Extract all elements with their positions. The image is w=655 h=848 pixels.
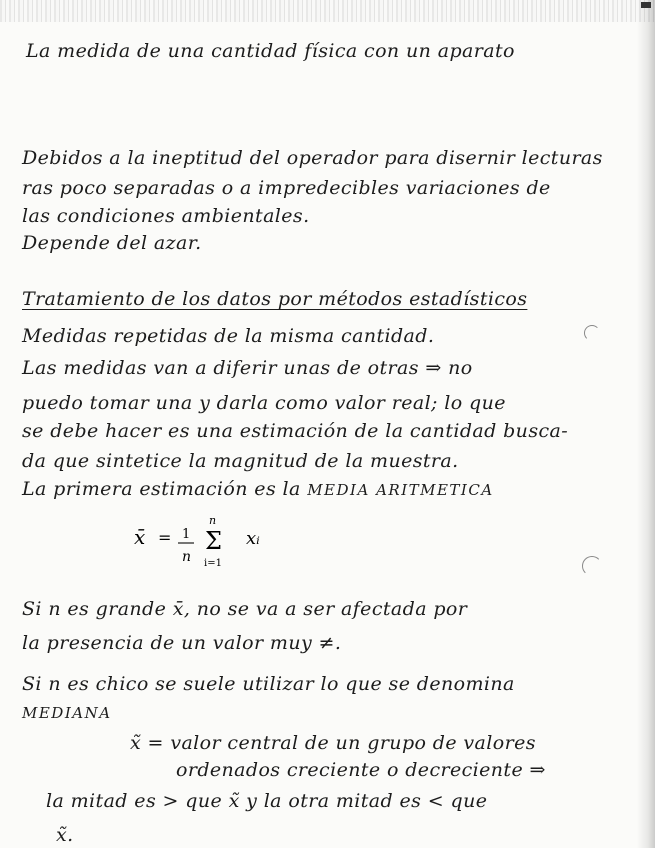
- section-heading: Tratamiento de los datos por métodos estadísticos: [22, 288, 528, 310]
- line-12-text: La primera estimación es la: [22, 478, 301, 500]
- scan-edge-right: [637, 0, 655, 848]
- formula-upper: n: [209, 514, 217, 527]
- formula-lower: i=1: [204, 558, 222, 569]
- margin-mark: [582, 556, 602, 576]
- mean-formula-svg: [130, 512, 280, 572]
- line-15: Si n es chico se suele utilizar lo que se denomina: [22, 673, 515, 695]
- formula-num: 1: [182, 527, 191, 542]
- media-aritmetica-label: MEDIA ARITMETICA: [307, 481, 494, 499]
- formula-sigma: Σ: [205, 527, 222, 555]
- line-3: ras poco separadas o a impredecibles variaciones de: [22, 177, 551, 199]
- line-19: la mitad es > que x̃ y la otra mitad es < que: [46, 790, 488, 812]
- line-11: da que sintetice la magnitud de la muestra.: [22, 450, 459, 472]
- scan-edge-top: [0, 0, 655, 22]
- formula-lhs: x̄: [134, 525, 146, 549]
- line-17: x̃ = valor central de un grupo de valores: [130, 732, 536, 754]
- line-14: la presencia de un valor muy ≠.: [22, 632, 342, 654]
- formula-term: xᵢ: [246, 528, 260, 549]
- corner-mark: [641, 2, 651, 8]
- line-20: x̃.: [56, 824, 74, 846]
- formula-eq: =: [158, 528, 172, 547]
- line-13: Si n es grande x̄, no se va a ser afectada por: [22, 598, 468, 620]
- line-9: puedo tomar una y darla como valor real; lo que: [22, 392, 506, 414]
- line-1: La medida de una cantidad física con un aparato: [26, 40, 515, 62]
- line-18: ordenados creciente o decreciente ⇒: [176, 759, 546, 781]
- mediana-label: MEDIANA: [22, 704, 112, 722]
- line-10: se debe hacer es una estimación de la cantidad busca-: [22, 420, 569, 442]
- line-2: Debidos a la ineptitud del operador para disernir lecturas: [22, 147, 603, 169]
- line-4: las condiciones ambientales.: [22, 205, 310, 227]
- line-5: Depende del azar.: [22, 232, 202, 254]
- line-8: Las medidas van a diferir unas de otras ⇒ no: [22, 357, 473, 379]
- mean-formula: [130, 512, 280, 572]
- margin-mark: [584, 325, 600, 341]
- line-7: Medidas repetidas de la misma cantidad.: [22, 325, 435, 347]
- line-12: [22, 478, 494, 500]
- formula-den: n: [182, 549, 192, 565]
